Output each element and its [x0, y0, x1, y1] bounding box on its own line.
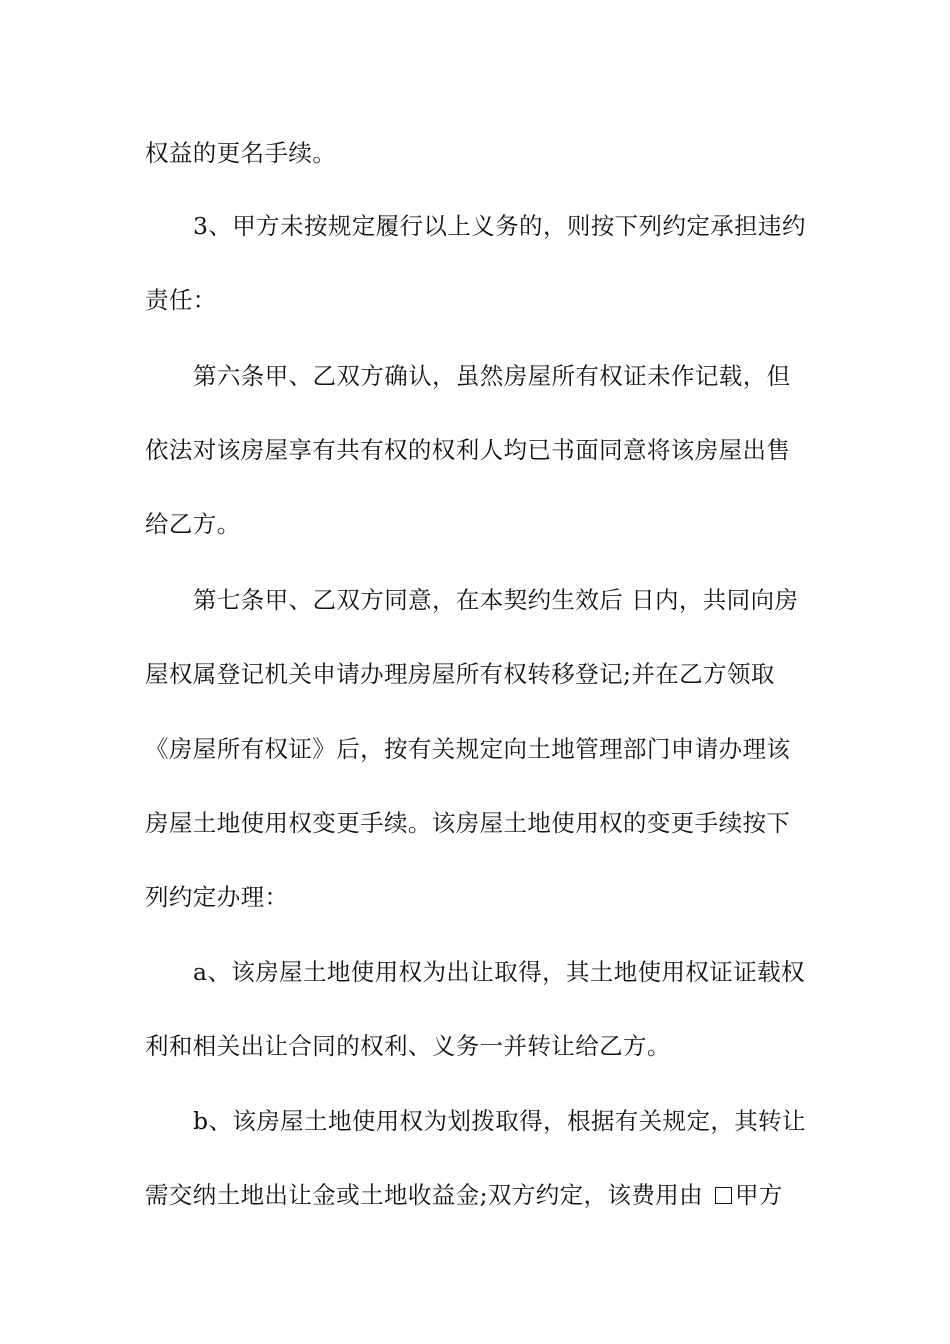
text-line: 屋权属登记机关申请办理房屋所有权转移登记;并在乙方领取: [145, 660, 775, 688]
text-line: b、该房屋土地使用权为划拨取得，根据有关规定，其转让: [193, 1107, 806, 1135]
text-line: 3、甲方未按规定履行以上义务的，则按下列约定承担违约: [193, 212, 806, 240]
checkbox-icon: [715, 1187, 732, 1204]
text-line: 房屋土地使用权变更手续。该房屋土地使用权的变更手续按下: [145, 809, 791, 837]
text-line: 给乙方。: [145, 510, 241, 538]
text-line: 第七条甲、乙双方同意，在本契约生效后 日内，共同向房: [193, 586, 799, 614]
text-line: 权益的更名手续。: [145, 139, 337, 167]
text-line: 利和相关出让合同的权利、义务一并转让给乙方。: [145, 1032, 671, 1060]
text-line: 依法对该房屋享有共有权的权利人均已书面同意将该房屋出售: [145, 436, 791, 464]
text-line: 第六条甲、乙双方确认，虽然房屋所有权证未作记载，但: [193, 362, 791, 390]
text-line: 责任：: [145, 286, 217, 314]
checkbox-label: 甲方: [735, 1181, 783, 1209]
text-line: a、该房屋土地使用权为出让取得，其土地使用权证证载权: [193, 958, 805, 986]
text-segment: 需交纳土地出让金或土地收益金;双方约定，该费用由: [145, 1181, 704, 1209]
text-line-with-checkbox: [145, 1180, 815, 1210]
text-line: 《房屋所有权证》后，按有关规定向土地管理部门申请办理该: [145, 735, 791, 763]
text-line: 列约定办理：: [145, 883, 289, 911]
